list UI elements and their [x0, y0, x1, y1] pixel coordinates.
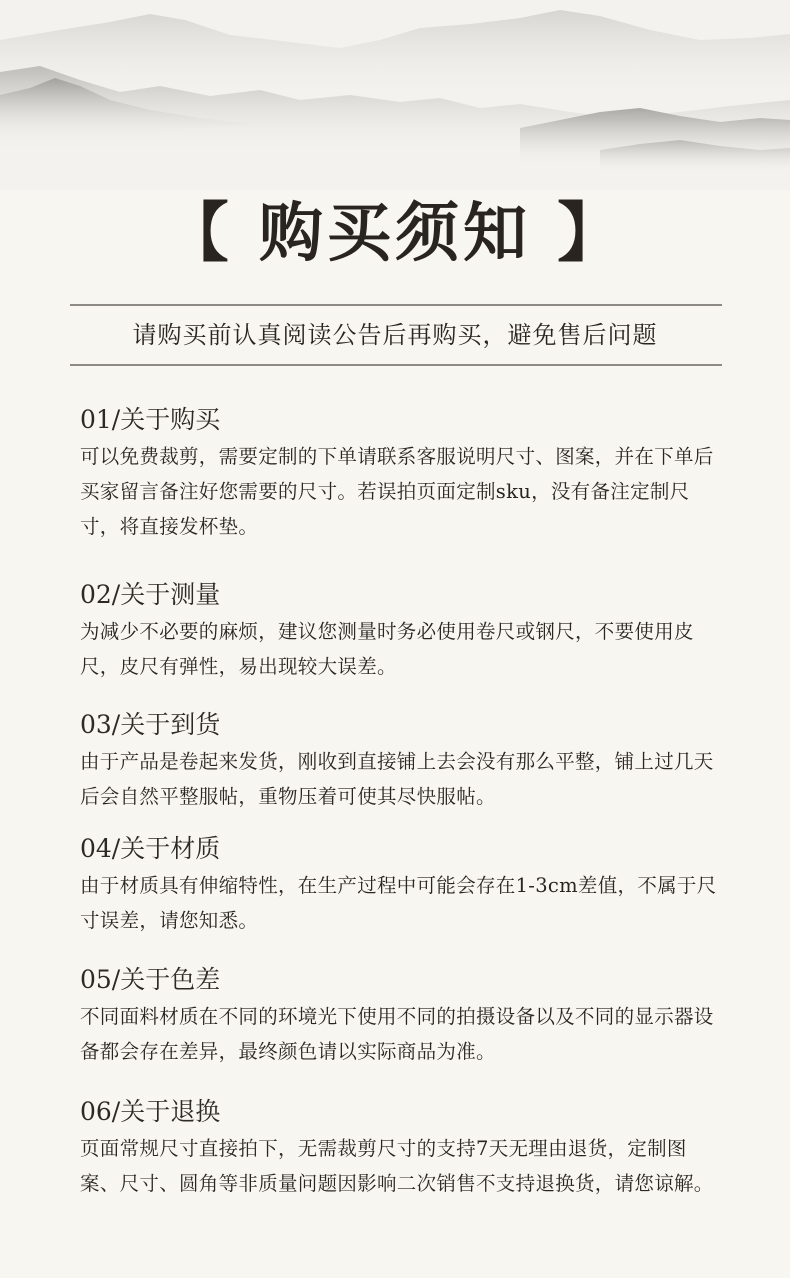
page-title: 【 购买须知 】	[164, 196, 626, 271]
notice-section-measurement	[80, 577, 720, 684]
section-heading: 04/关于材质	[80, 834, 221, 863]
section-body: 由于产品是卷起来发货，刚收到直接铺上去会没有那么平整，铺上过几天后会自然平整服帖，重物压着可使其尽快服帖。	[80, 750, 714, 808]
section-heading: 03/关于到货	[80, 710, 221, 739]
section-heading: 05/关于色差	[80, 965, 221, 994]
divider-bottom	[70, 364, 722, 366]
section-body: 不同面料材质在不同的环境光下使用不同的拍摄设备以及不同的显示器设备都会存在差异，最终颜色请以实际商品为准。	[80, 1005, 714, 1063]
notice-section-delivery	[80, 707, 720, 814]
notice-section-purchase	[80, 402, 720, 544]
notice-section-color-difference	[80, 962, 720, 1069]
ink-mountains-decoration	[0, 0, 790, 190]
notice-section-material	[80, 831, 720, 938]
section-heading: 01/关于购买	[80, 405, 221, 434]
section-body: 可以免费裁剪，需要定制的下单请联系客服说明尺寸、图案，并在下单后买家留言备注好您需要的尺寸。若误拍页面定制sku，没有备注定制尺寸，将直接发杯垫。	[80, 445, 714, 538]
divider-top	[70, 304, 722, 306]
section-body: 为减少不必要的麻烦，建议您测量时务必使用卷尺或钢尺，不要使用皮尺，皮尺有弹性，易出现较大误差。	[80, 620, 694, 678]
page-subtitle: 请购买前认真阅读公告后再购买，避免售后问题	[132, 321, 658, 349]
section-heading: 06/关于退换	[80, 1097, 221, 1126]
section-heading: 02/关于测量	[80, 580, 221, 609]
section-body: 由于材质具有伸缩特性，在生产过程中可能会存在1-3cm差值，不属于尺寸误差，请您知悉。	[80, 874, 717, 932]
notice-section-returns	[80, 1094, 720, 1201]
section-body: 页面常规尺寸直接拍下，无需裁剪尺寸的支持7天无理由退货，定制图案、尺寸、圆角等非质量问题因影响二次销售不支持退换货，请您谅解。	[80, 1137, 714, 1195]
